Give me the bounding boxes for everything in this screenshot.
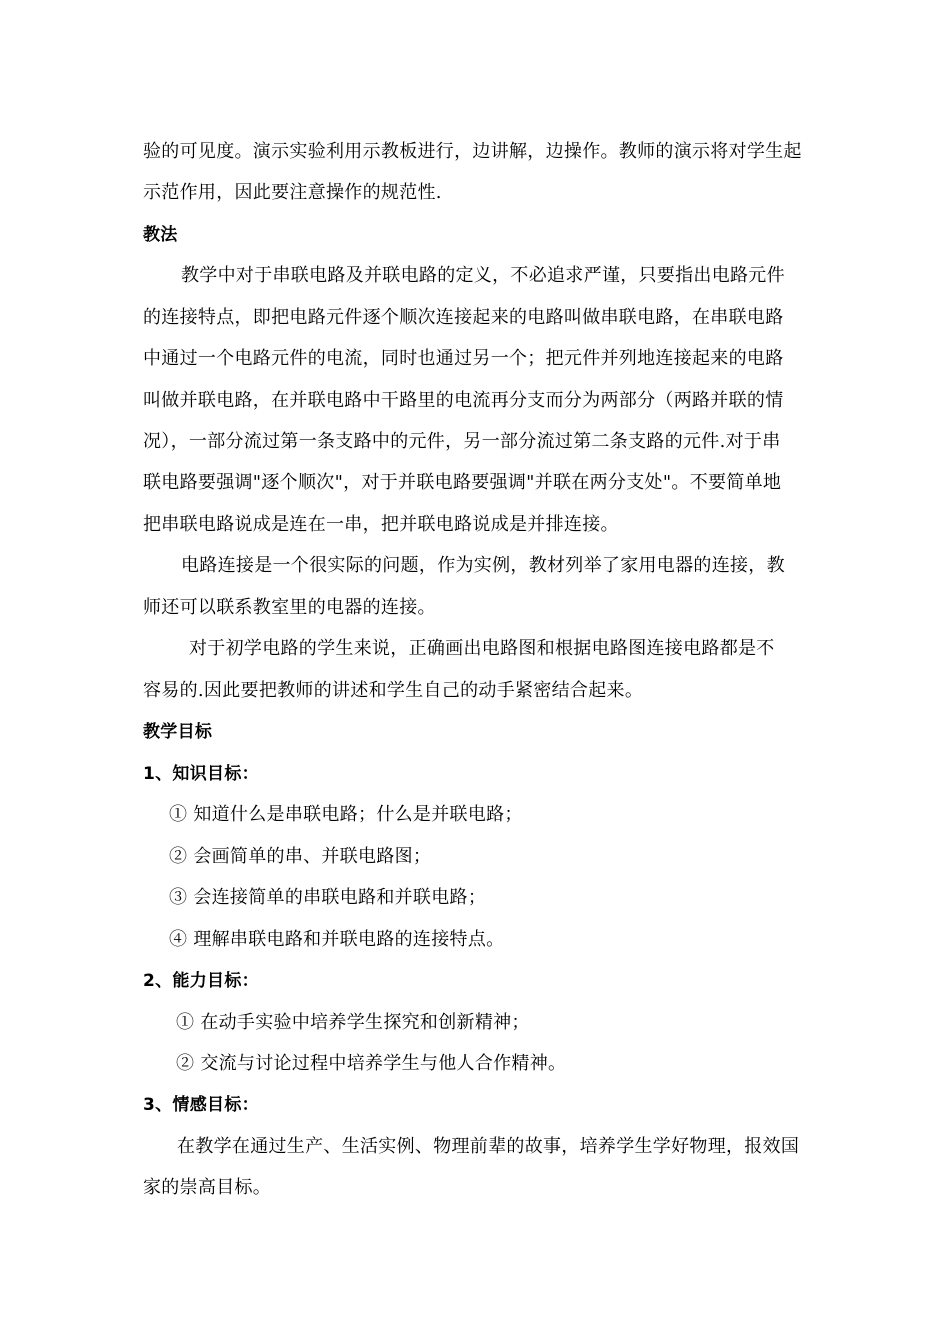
list-item: ③ 会连接简单的串联电路和并联电路；	[169, 887, 487, 908]
paragraph-line: 联电路要强调"逐个顺次"，对于并联电路要强调"并联在两分支处"。不要简单地	[143, 472, 782, 493]
subheading-knowledge: 1、知识目标：	[143, 764, 259, 784]
list-item: ④ 理解串联电路和并联电路的连接特点。	[169, 929, 505, 950]
paragraph-line: 电路连接是一个很实际的问题，作为实例，教材列举了家用电器的连接，教	[181, 555, 785, 576]
subheading-ability: 2、能力目标：	[143, 971, 259, 991]
section-heading-jiaofa: 教法	[143, 225, 178, 245]
list-item: ① 在动手实验中培养学生探究和创新精神；	[176, 1012, 530, 1033]
paragraph-line: 家的崇高目标。	[143, 1177, 272, 1198]
intro-line-1: 验的可见度。演示实验利用示教板进行，边讲解，边操作。教师的演示将对学生起	[143, 141, 802, 162]
list-item: ① 知道什么是串联电路；什么是并联电路；	[169, 804, 523, 825]
list-item: ② 交流与讨论过程中培养学生与他人合作精神。	[176, 1053, 567, 1074]
list-item: ② 会画简单的串、并联电路图；	[169, 846, 432, 867]
paragraph-line: 容易的.因此要把教师的讲述和学生自己的动手紧密结合起来。	[143, 680, 644, 701]
intro-line-2: 示范作用，因此要注意操作的规范性.	[143, 182, 442, 203]
paragraph-line: 对于初学电路的学生来说，正确画出电路图和根据电路图连接电路都是不	[189, 638, 775, 659]
paragraph-line: 中通过一个电路元件的电流，同时也通过另一个；把元件并列地连接起来的电路	[143, 348, 784, 369]
subheading-emotion: 3、情感目标：	[143, 1095, 259, 1115]
section-heading-goals: 教学目标	[143, 722, 213, 742]
paragraph-line: 的连接特点，即把电路元件逐个顺次连接起来的电路叫做串联电路，在串联电路	[143, 307, 784, 328]
paragraph-line: 教学中对于串联电路及并联电路的定义，不必追求严谨，只要指出电路元件	[181, 265, 785, 286]
paragraph-line: 把串联电路说成是连在一串，把并联电路说成是并排连接。	[143, 514, 619, 535]
paragraph-line: 叫做并联电路，在并联电路中干路里的电流再分支而分为两部分（两路并联的情	[143, 390, 784, 411]
paragraph-line: 师还可以联系教室里的电器的连接。	[143, 597, 436, 618]
paragraph-line: 况），一部分流过第一条支路中的元件，另一部分流过第二条支路的元件.对于串	[143, 431, 781, 452]
paragraph-line: 在教学在通过生产、生活实例、物理前辈的故事，培养学生学好物理，报效国	[177, 1136, 800, 1157]
